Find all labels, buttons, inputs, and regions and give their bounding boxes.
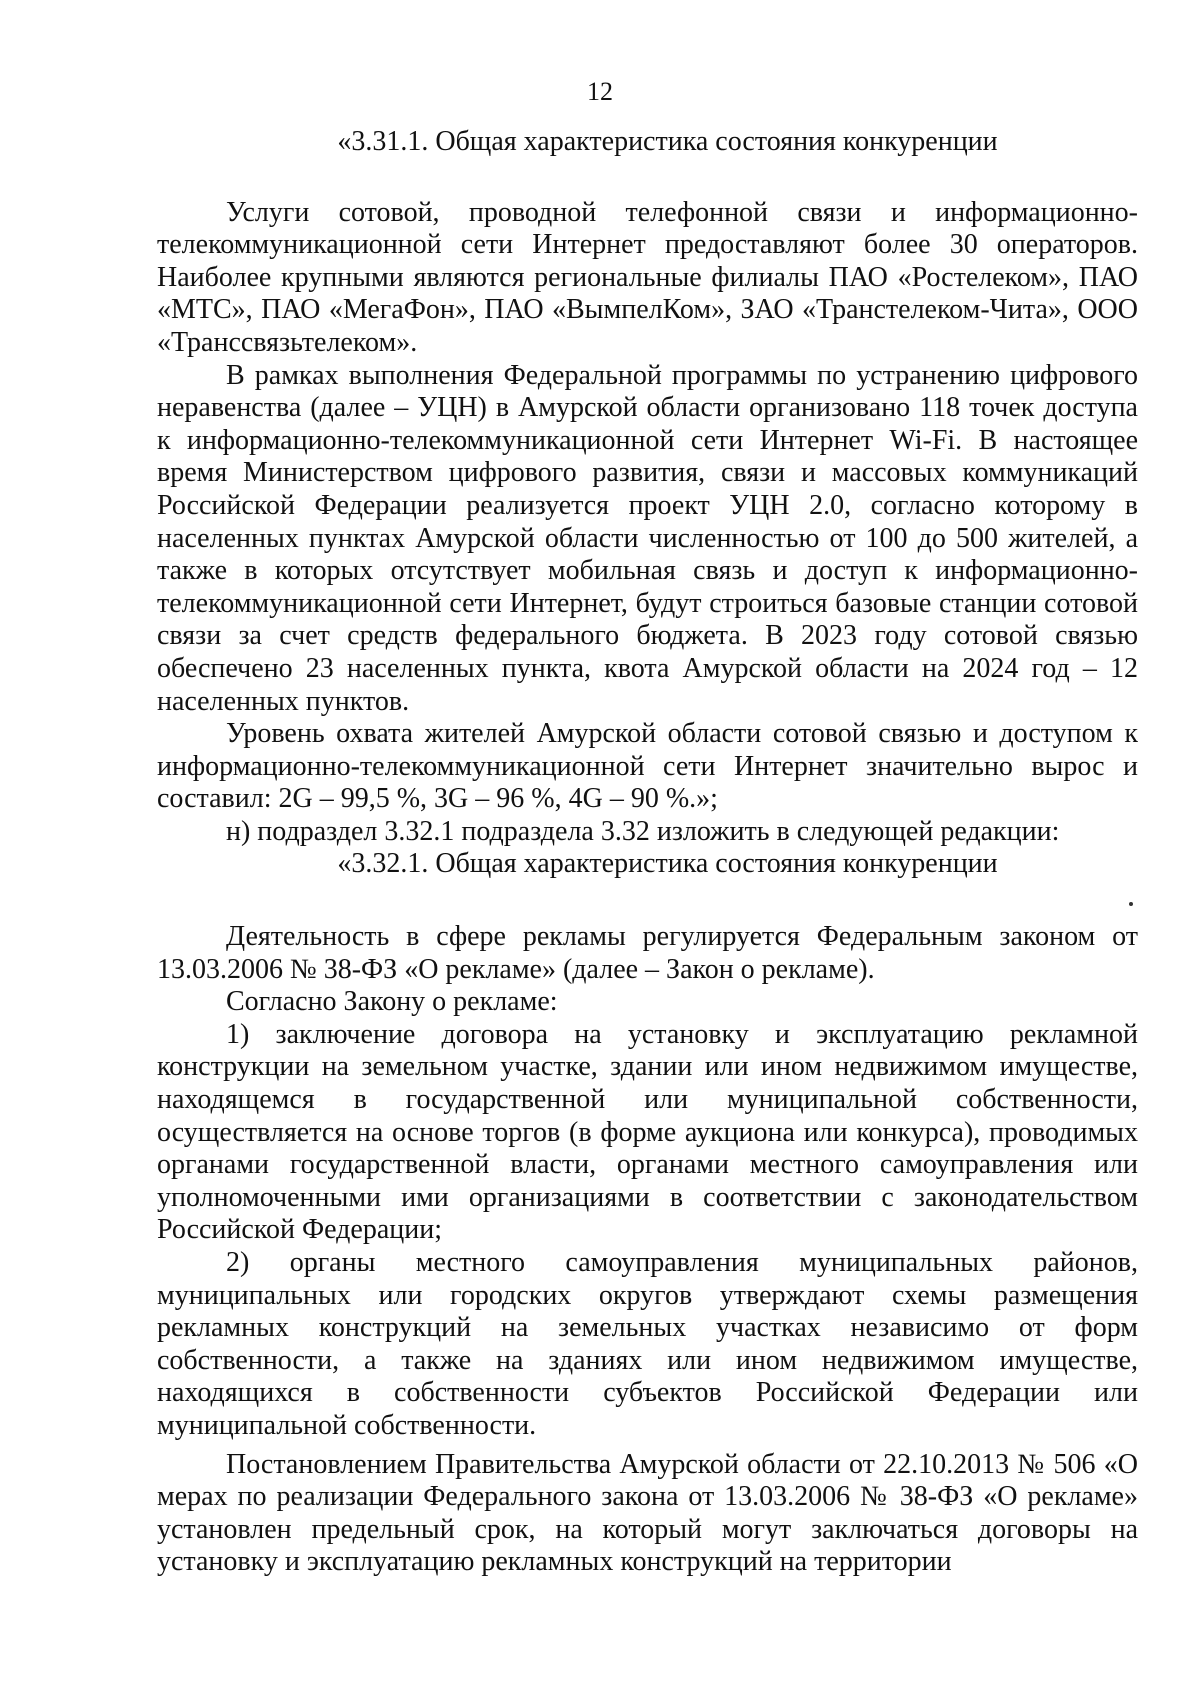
paragraph-advertising-law: Деятельность в сфере рекламы регулируется Федеральным законом от 13.03.2006 № 38-ФЗ «О рекламе» (далее – Закон о рекламе). [157,921,1138,985]
paragraph-amendment-n: н) подраздел 3.32.1 подраздела 3.32 изложить в следующей редакции: [226,815,1060,847]
list-item-1: 1) заключение договора на установку и эксплуатацию рекламной конструкции на земельном участке, здании или ином недвижимом имуществе, находящемся в государственной или муниципальной собственности, осуществляется на основе торгов (в форме аукциона или конкурса), проводимых органами государственной власти, органами местного самоуправления или уполномоченными ими организациями в соответствии с законодательством Российской Федерации; [157,1018,1138,1246]
document-body [157,126,1138,1579]
paragraph-digital-divide: В рамках выполнения Федеральной программы по устранению цифрового неравенства (далее – УЦН) в Амурской области организовано 118 точек доступа к информационно-телекоммуникационной сети Интернет Wi-Fi. В настоящее время Министерством цифрового развития, связи и массовых коммуникаций Российской Федерации реализуется проект УЦН 2.0, согласно которому в населенных пунктах Амурской области численностью от 100 до 500 жителей, а также в которых отсутствует мобильная связь и доступ к информационно-телекоммуникационной сети Интернет, будут строиться базовые станции сотовой связи за счет средств федерального бюджета. В 2023 году сотовой связью обеспечено 23 населенных пункта, квота Амурской области на 2024 год – 12 населенных пунктов. [157,359,1138,717]
paragraph-government-resolution: Постановлением Правительства Амурской области от 22.10.2013 № 506 «О мерах по реализации Федерального закона от 13.03.2006 № 38-ФЗ «О рекламе» установлен предельный срок, на который могут заключаться договоры на установку и эксплуатацию рекламных конструкций на территории [157,1448,1138,1578]
paragraph-operators: Услуги сотовой, проводной телефонной связи и информационно-телекоммуникационной сети Интернет предоставляют более 30 операторов. Наиболее крупными являются региональные филиалы ПАО «Ростелеком», ПАО «МТС», ПАО «МегаФон», ПАО «ВымпелКом», ЗАО «Транстелеком-Чита», ООО «Транссвязьтелеком». [157,196,1138,358]
list-item-2: 2) органы местного самоуправления муниципальных районов, муниципальных или городских округов утверждают схемы размещения рекламных конструкций на земельных участках независимо от форм собственности, а также на зданиях или ином недвижимом имуществе, находящихся в собственности субъектов Российской Федерации или муниципальной собственности. [157,1247,1138,1441]
page-number: 12 [587,77,613,106]
paragraph-according-to-law: Согласно Закону о рекламе: [226,986,558,1018]
scan-artifact-dot [1129,902,1133,906]
section-heading-3-32-1: «3.32.1. Общая характеристика состояния конкуренции [337,848,998,880]
paragraph-coverage: Уровень охвата жителей Амурской области сотовой связью и доступом к информационно-телекоммуникационной сети Интернет значительно вырос и составил: 2G – 99,5 %, 3G – 96 %, 4G – 90 %.»; [157,718,1138,815]
section-heading-3-31-1: «3.31.1. Общая характеристика состояния конкуренции [337,126,998,157]
